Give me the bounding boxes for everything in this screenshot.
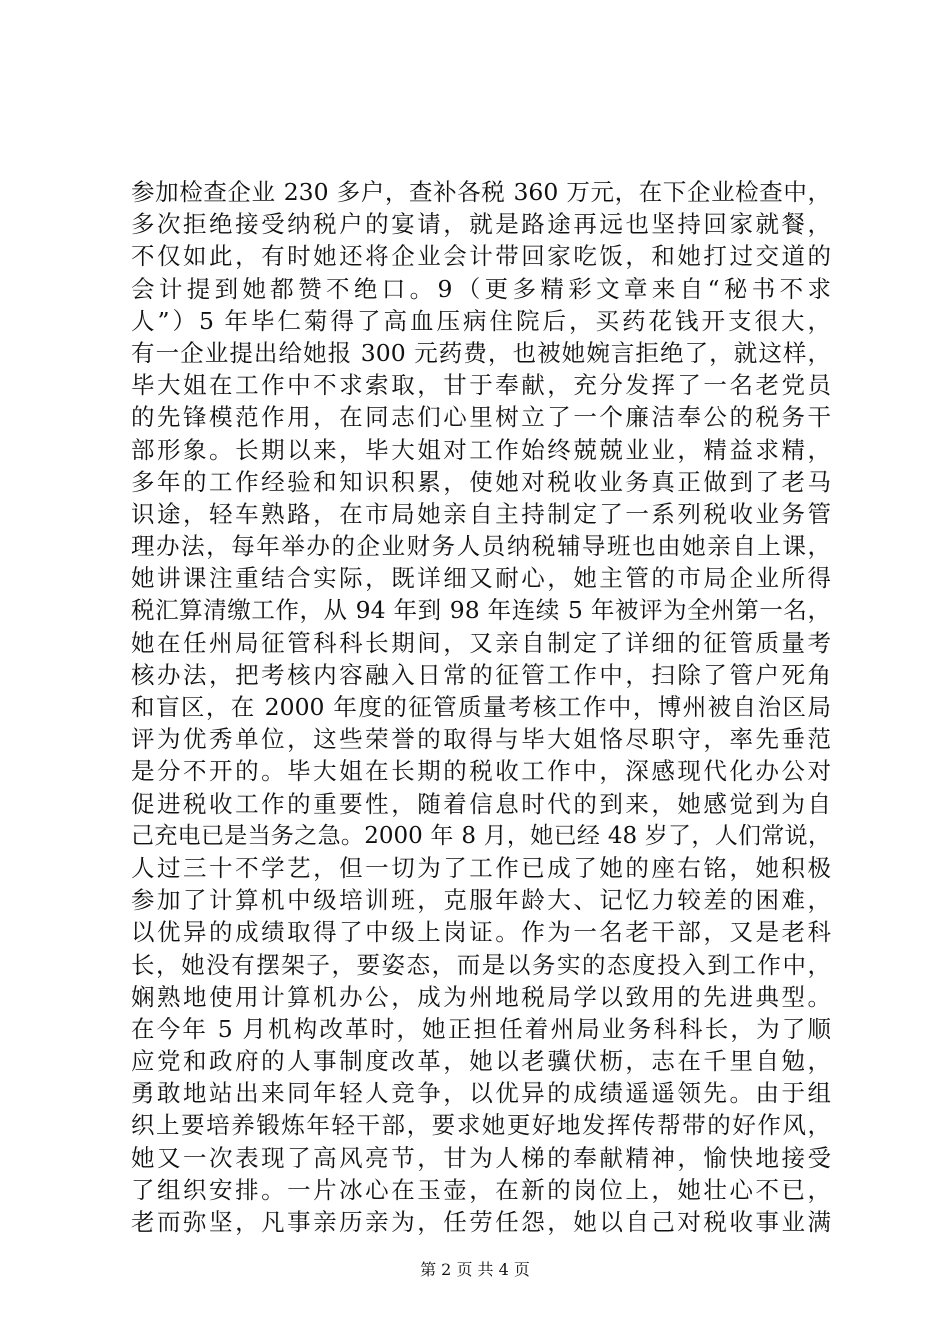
text-line: 理办法，每年举办的企业财务人员纳税辅导班也由她亲自上课，	[131, 532, 831, 561]
text-line: 人”）5 年毕仁菊得了高血压病住院后，买药花钱开支很大，	[131, 306, 831, 335]
text-line: 核办法，把考核内容融入日常的征管工作中，扫除了管户死角	[131, 660, 831, 689]
text-line: 税汇算清缴工作，从 94 年到 98 年连续 5 年被评为全州第一名，	[131, 596, 831, 625]
text-line: 人过三十不学艺，但一切为了工作已成了她的座右铭，她积极	[131, 853, 831, 882]
text-line: 娴熟地使用计算机办公，成为州地税局学以致用的先进典型。	[131, 982, 831, 1011]
text-line: 她又一次表现了高风亮节，甘为人梯的奉献精神，愉快地接受	[131, 1143, 831, 1172]
text-line: 部形象。长期以来，毕大姐对工作始终兢兢业业，精益求精，	[131, 435, 831, 464]
text-line: 识途，轻车熟路，在市局她亲自主持制定了一系列税收业务管	[131, 499, 831, 528]
text-line: 参加了计算机中级培训班，克服年龄大、记忆力较差的困难，	[131, 886, 831, 915]
text-line: 她讲课注重结合实际，既详细又耐心，她主管的市局企业所得	[131, 564, 831, 593]
text-line: 评为优秀单位，这些荣誉的取得与毕大姐恪尽职守，率先垂范	[131, 725, 831, 754]
text-line: 勇敢地站出来同年轻人竞争，以优异的成绩遥遥领先。由于组	[131, 1079, 831, 1108]
body-text	[131, 176, 831, 1238]
text-line: 了组织安排。一片冰心在玉壶，在新的岗位上，她壮心不已，	[131, 1175, 831, 1204]
text-line: 的先锋模范作用，在同志们心里树立了一个廉洁奉公的税务干	[131, 403, 831, 432]
text-line: 毕大姐在工作中不求索取，甘于奉献，充分发挥了一名老党员	[131, 371, 831, 400]
text-line: 多年的工作经验和知识积累，使她对税收业务真正做到了老马	[131, 467, 831, 496]
text-line: 不仅如此，有时她还将企业会计带回家吃饭，和她打过交道的	[131, 242, 831, 271]
text-line: 促进税收工作的重要性，随着信息时代的到来，她感觉到为自	[131, 789, 831, 818]
text-line: 在今年 5 月机构改革时，她正担任着州局业务科科长，为了顺	[131, 1014, 831, 1043]
text-line: 参加检查企业 230 多户，查补各税 360 万元，在下企业检查中，	[131, 178, 831, 206]
text-line: 多次拒绝接受纳税户的宴请，就是路途再远也坚持回家就餐，	[131, 210, 831, 239]
text-line: 和盲区，在 2000 年度的征管质量考核工作中，博州被自治区局	[131, 693, 831, 721]
page-footer: 第 2 页 共 4 页	[420, 1260, 530, 1279]
text-line: 织上要培养锻炼年轻干部，要求她更好地发挥传帮带的好作风，	[131, 1111, 831, 1140]
text-line: 她在任州局征管科科长期间，又亲自制定了详细的征管质量考	[131, 628, 831, 657]
text-line: 是分不开的。毕大姐在长期的税收工作中，深感现代化办公对	[131, 757, 831, 786]
text-line: 有一企业提出给她报 300 元药费，也被她婉言拒绝了，就这样，	[131, 338, 831, 367]
text-line: 己充电已是当务之急。2000 年 8 月，她已经 48 岁了，人们常说，	[131, 822, 831, 849]
text-line: 会计提到她都赞不绝口。9（更多精彩文章来自“秘书不求	[131, 274, 831, 303]
text-line: 老而弥坚，凡事亲历亲为，任劳任怨，她以自己对税收事业满	[131, 1208, 831, 1236]
text-line: 长，她没有摆架子，要姿态，而是以务实的态度投入到工作中，	[131, 950, 831, 979]
text-line: 以优异的成绩取得了中级上岗证。作为一名老干部，又是老科	[131, 918, 831, 947]
text-line: 应党和政府的人事制度改革，她以老骥伏枥，志在千里自勉，	[131, 1047, 831, 1076]
